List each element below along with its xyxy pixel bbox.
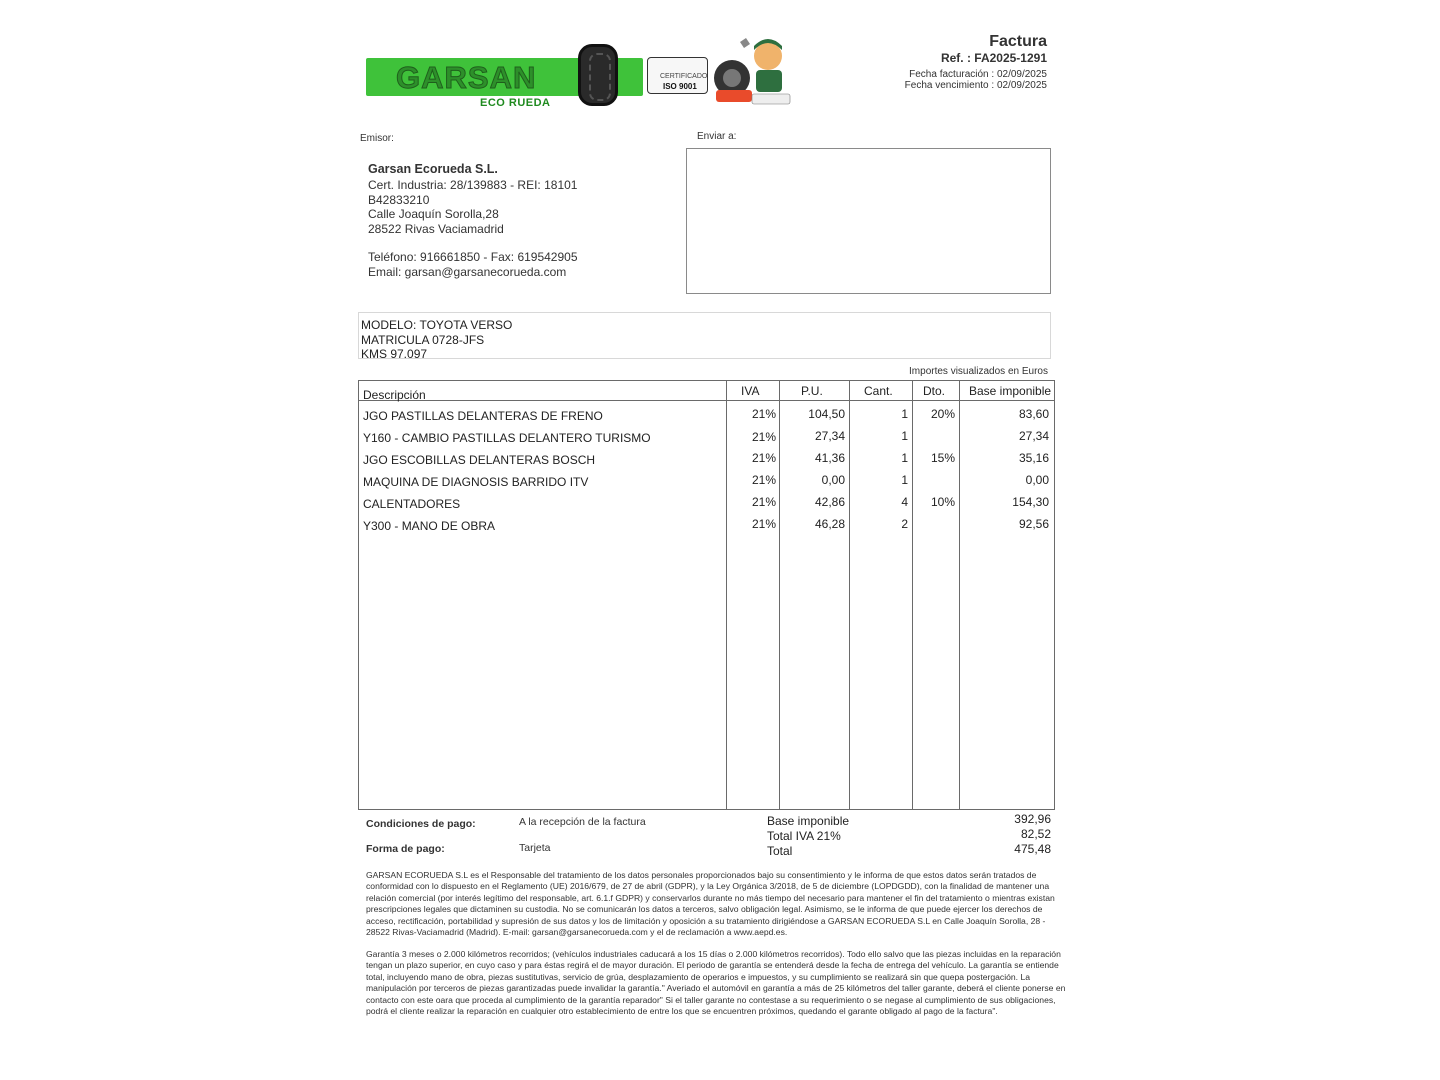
payment-method-label: Forma de pago: bbox=[366, 843, 445, 855]
vehicle-plate: MATRICULA 0728-JFS bbox=[361, 333, 485, 347]
header-quantity: Cant. bbox=[864, 384, 893, 398]
row-iva: 21% bbox=[751, 451, 776, 465]
row-iva: 21% bbox=[751, 430, 776, 444]
row-iva: 21% bbox=[751, 517, 776, 531]
subtotal-label: Base imponible bbox=[767, 814, 850, 828]
payment-terms-value: A la recepción de la factura bbox=[519, 816, 646, 828]
document-title: Factura bbox=[989, 33, 1047, 50]
issuer-label: Emisor: bbox=[360, 133, 394, 144]
row-discount: 15% bbox=[930, 451, 955, 465]
row-unit-price: 27,34 bbox=[814, 429, 845, 443]
row-taxable-base: 154,30 bbox=[1012, 495, 1049, 509]
tax-total-label: Total IVA 21% bbox=[767, 829, 841, 843]
grand-total-label: Total bbox=[767, 844, 793, 858]
ship-to-box bbox=[686, 148, 1051, 294]
row-description: Y300 - MANO DE OBRA bbox=[363, 519, 496, 533]
column-divider bbox=[912, 381, 913, 809]
row-discount: 20% bbox=[930, 407, 955, 421]
row-taxable-base: 0,00 bbox=[1025, 473, 1049, 487]
row-iva: 21% bbox=[751, 473, 776, 487]
row-quantity: 1 bbox=[901, 429, 908, 443]
row-iva: 21% bbox=[751, 495, 776, 509]
row-discount: 10% bbox=[930, 495, 955, 509]
issuer-email: Email: garsan@garsanecorueda.com bbox=[368, 265, 567, 279]
header-description: Descripción bbox=[363, 388, 426, 402]
ship-to-label: Enviar a: bbox=[697, 131, 737, 142]
row-iva: 21% bbox=[751, 407, 776, 421]
issuer-phone: Teléfono: 916661850 - Fax: 619542905 bbox=[368, 250, 578, 264]
row-quantity: 1 bbox=[901, 473, 908, 487]
invoice-date: Fecha facturación : 02/09/2025 bbox=[909, 69, 1047, 80]
row-unit-price: 42,86 bbox=[814, 495, 845, 509]
payment-terms-label: Condiciones de pago: bbox=[366, 818, 476, 830]
row-description: CALENTADORES bbox=[363, 497, 461, 511]
issuer-tax-id: B42833210 bbox=[368, 193, 430, 207]
row-unit-price: 46,28 bbox=[814, 517, 845, 531]
row-description: MAQUINA DE DIAGNOSIS BARRIDO ITV bbox=[363, 475, 589, 489]
issuer-name: Garsan Ecorueda S.L. bbox=[368, 162, 498, 176]
column-divider bbox=[779, 381, 780, 809]
warranty-notice: Garantía 3 meses o 2.000 kilómetros recorridos; (vehículos industriales caducará a los 15 días o 2.000 kilómetros recorridos). Todo ello salvo que las piezas incluidas en la reparación tengan un plazo superior, en cuyo caso y para éstas regirá el de mayor duración. El periodo de garantía se entenderá desde la fecha de entrega del vehículo. La garantía se entiende total, incluyendo mano de obra, piezas sustitutivas, servicio de grúa, desplazamiento de operarios e impuestos, y su cumplimiento se realizará sin que quepa postergación. La manipulación por terceros de piezas garantizadas puede invalidar la garantía." Averiado el automóvil en garantía a más de 25 kilómetros del taller garante, deberá el cliente ponerse en contacto con este oara que proceda al cumplimiento de la garantía reparador" Si el taller garante no contestase a su requerimiento o se negase al cumplimiento de sus obligaciones, podrá el cliente realizar la reparación en cualquier otro establecimiento de entre los que se encuentren próximos, quedando el garante obligado al pago de la factura". bbox=[366, 949, 1066, 1017]
row-unit-price: 41,36 bbox=[814, 451, 845, 465]
row-description: JGO ESCOBILLAS DELANTERAS BOSCH bbox=[363, 453, 596, 467]
row-quantity: 2 bbox=[901, 517, 908, 531]
payment-method-value: Tarjeta bbox=[519, 842, 551, 854]
row-unit-price: 0,00 bbox=[821, 473, 845, 487]
row-quantity: 1 bbox=[901, 451, 908, 465]
currency-note: Importes visualizados en Euros bbox=[909, 366, 1048, 377]
logo-brand-text: GARSAN bbox=[396, 60, 537, 95]
header-unit-price: P.U. bbox=[801, 384, 823, 398]
column-divider bbox=[849, 381, 850, 809]
header-taxable-base: Base imponible bbox=[969, 384, 1052, 398]
row-description: Y160 - CAMBIO PASTILLAS DELANTERO TURISMO bbox=[363, 431, 651, 445]
column-divider bbox=[726, 381, 727, 809]
row-taxable-base: 92,56 bbox=[1018, 517, 1049, 531]
issuer-cert: Cert. Industria: 28/139883 - REI: 18101 bbox=[368, 178, 578, 192]
vehicle-model: MODELO: TOYOTA VERSO bbox=[361, 318, 513, 332]
header-discount: Dto. bbox=[923, 384, 946, 398]
header-iva: IVA bbox=[741, 384, 760, 398]
row-taxable-base: 35,16 bbox=[1018, 451, 1049, 465]
grand-total-value: 475,48 bbox=[1014, 842, 1051, 856]
vehicle-kms: KMS 97.097 bbox=[361, 347, 428, 361]
column-divider bbox=[959, 381, 960, 809]
privacy-notice: GARSAN ECORUEDA S.L es el Responsable del tratamiento de los datos personales proporcionados bajo su consentimiento y le informa de que estos datos serán tratados de conformidad con lo dispuesto en el Reglamento (UE) 2016/679, de 27 de abril (GDPR), y la Ley Orgánica 3/2018, de 5 de diciembre (LOPDGDD), con la finalidad de mantener una relación comercial (por interés legítimo del responsable, art. 6.1.f GDPR) y conservarlos durante no más tiempo del necesario para mantener el fin del tratamiento o mientras existan prescripciones legales que dictaminen su custodia. No se comunicarán los datos a terceros, salvo obligación legal. Asimismo, se le informa de que puede ejercer los derechos de acceso, rectificación, portabilidad y supresión de sus datos y los de limitación y oposición a su tratamiento dirigiéndose a GARSAN ECORUEDA S.L en Calle Joaquín Sorolla, 28 - 28522 Rivas-Vaciamadrid (Madrid). E-mail: garsan@garsanecorueda.com y el de reclamación a www.aepd.es. bbox=[366, 870, 1055, 938]
row-taxable-base: 27,34 bbox=[1018, 429, 1049, 443]
invoice-reference: Ref. : FA2025-1291 bbox=[940, 51, 1047, 65]
logo-subtitle: ECO RUEDA bbox=[480, 97, 551, 109]
tire-icon bbox=[578, 44, 618, 106]
row-description: JGO PASTILLAS DELANTERAS DE FRENO bbox=[363, 409, 603, 423]
row-quantity: 4 bbox=[901, 495, 908, 509]
mechanic-mascot-icon bbox=[712, 34, 798, 110]
issuer-city: 28522 Rivas Vaciamadrid bbox=[368, 222, 504, 236]
cert-label: CERTIFICADO bbox=[660, 73, 708, 80]
subtotal-value: 392,96 bbox=[1014, 812, 1051, 826]
row-taxable-base: 83,60 bbox=[1018, 407, 1049, 421]
cert-iso: ISO 9001 bbox=[663, 82, 697, 91]
items-table bbox=[358, 380, 1055, 810]
row-quantity: 1 bbox=[901, 407, 908, 421]
tax-total-value: 82,52 bbox=[1020, 827, 1051, 841]
row-unit-price: 104,50 bbox=[808, 407, 845, 421]
table-header-divider bbox=[359, 400, 1054, 401]
due-date: Fecha vencimiento : 02/09/2025 bbox=[904, 80, 1047, 91]
issuer-street: Calle Joaquín Sorolla,28 bbox=[368, 207, 499, 221]
